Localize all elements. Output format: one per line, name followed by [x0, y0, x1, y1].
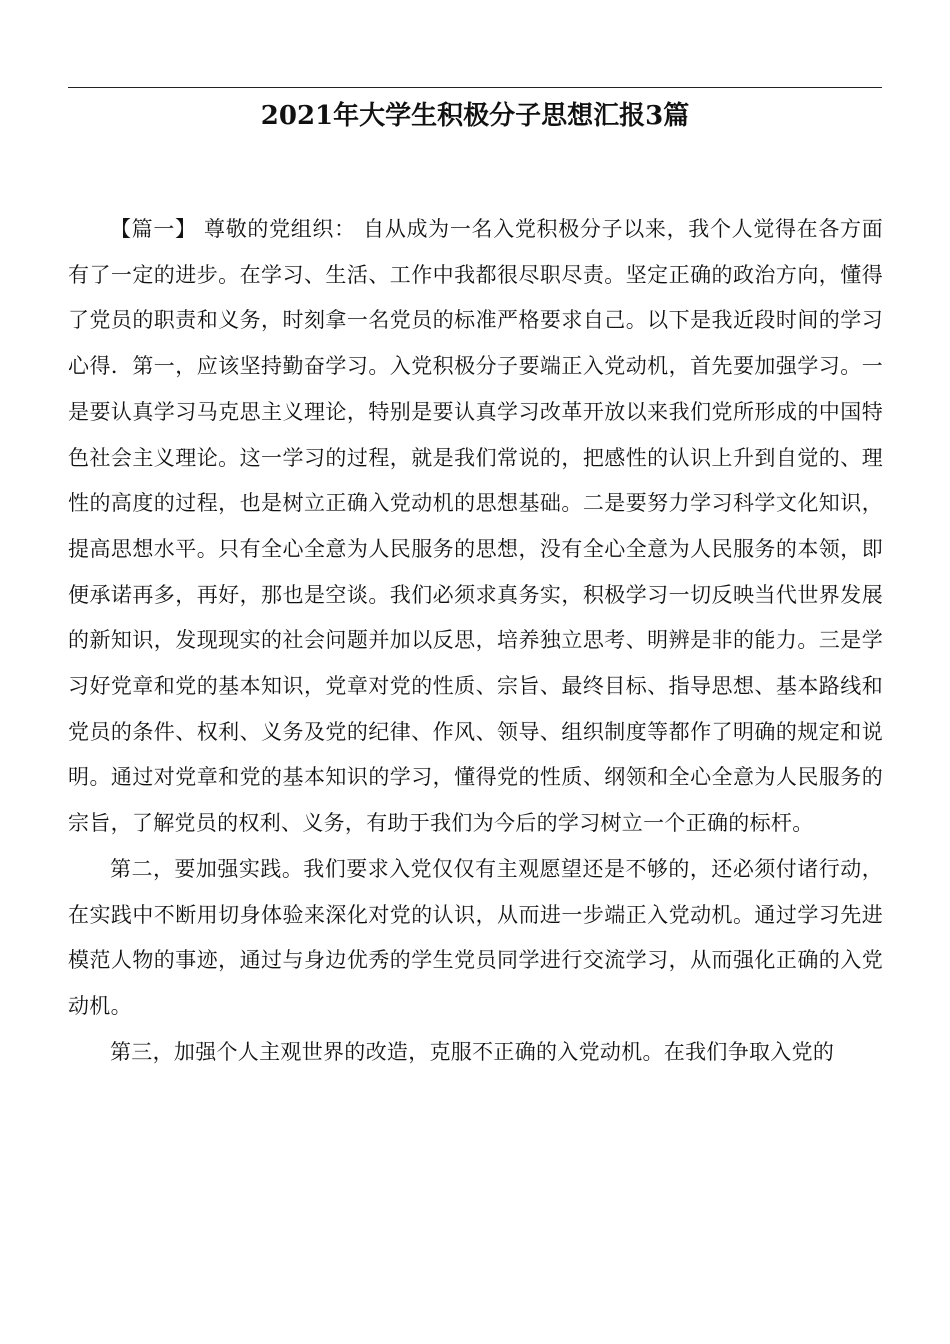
- document-body: [68, 207, 883, 1075]
- paragraph-1: 【篇一】 尊敬的党组织： 自从成为一名入党积极分子以来，我个人觉得在各方面有了一定的进步。在学习、生活、工作中我都很尽职尽责。坚定正确的政治方向，懂得了党员的职责和义务，时刻拿一名党员的标准严格要求自己。以下是我近段时间的学习心得．第一，应该坚持勤奋学习。入党积极分子要端正入党动机，首先要加强学习。一是要认真学习马克思主义理论，特别是要认真学习改革开放以来我们党所形成的中国特色社会主义理论。这一学习的过程，就是我们常说的，把感性的认识上升到自觉的、理性的高度的过程，也是树立正确入党动机的思想基础。二是要努力学习科学文化知识，提高思想水平。只有全心全意为人民服务的思想，没有全心全意为人民服务的本领，即便承诺再多，再好，那也是空谈。我们必须求真务实，积极学习一切反映当代世界发展的新知识，发现现实的社会问题并加以反思，培养独立思考、明辨是非的能力。三是学习好党章和党的基本知识，党章对党的性质、宗旨、最终目标、指导思想、基本路线和党员的条件、权利、义务及党的纪律、作风、领导、组织制度等都作了明确的规定和说明。通过对党章和党的基本知识的学习，懂得党的性质、纲领和全心全意为人民服务的宗旨，了解党员的权利、义务，有助于我们为今后的学习树立一个正确的标杆。: [68, 217, 883, 836]
- header-rule: [68, 87, 882, 88]
- document-title: 2021年大学生积极分子思想汇报3篇: [260, 101, 690, 131]
- paragraph-2: 第二，要加强实践。我们要求入党仅仅有主观愿望还是不够的，还必须付诸行动，在实践中不断用切身体验来深化对党的认识，从而进一步端正入党动机。通过学习先进模范人物的事迹，通过与身边优秀的学生党员同学进行交流学习，从而强化正确的入党动机。: [68, 856, 883, 1018]
- paragraph-3: 第三，加强个人主观世界的改造，克服不正确的入党动机。在我们争取入党的: [110, 1039, 835, 1064]
